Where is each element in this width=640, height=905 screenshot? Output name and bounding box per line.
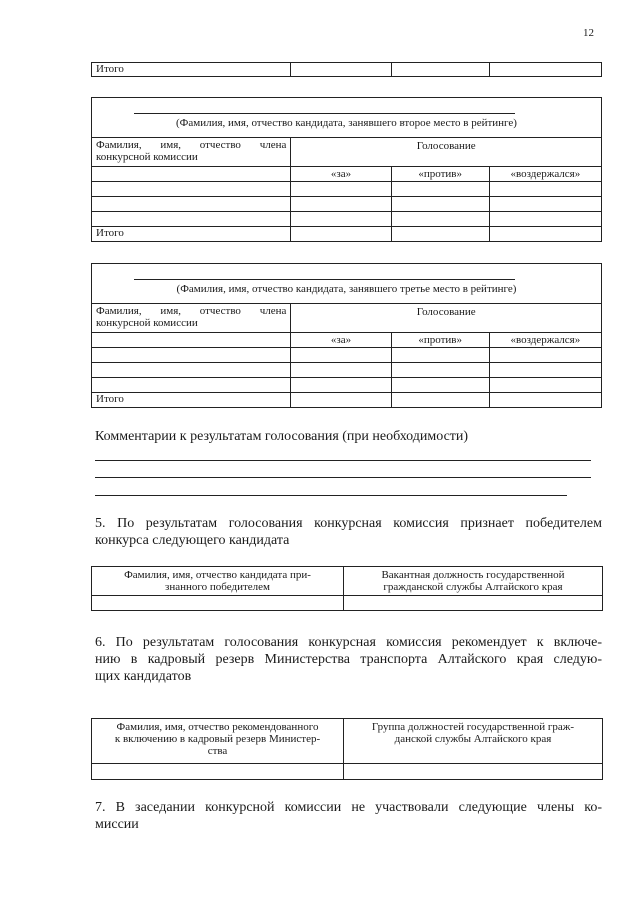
member-cell: [92, 378, 291, 393]
col-for: «за»: [291, 333, 391, 348]
vacant-position-header: Вакантная должность государственной гражданской службы Алтайского края: [344, 567, 603, 596]
reserve-name-cell: [92, 764, 344, 780]
previous-table-total-row: [91, 62, 602, 77]
comments-label: Комментарии к результатам голосования (при необходимости): [95, 429, 469, 444]
total-abstain-cell: [489, 63, 601, 77]
page-number: 12: [583, 27, 594, 39]
member-cell: [92, 197, 291, 212]
member-cell: [92, 182, 291, 197]
col-against: «против»: [391, 333, 489, 348]
position-group-cell: [344, 764, 603, 780]
candidate-3-vote-table: [91, 303, 602, 408]
position-group-header: Группа должностей государственной граж- данской службы Алтайского края: [344, 719, 603, 764]
reserve-name-header: Фамилия, имя, отчество рекомендованного к включению в кадровый резерв Министер- ства: [92, 719, 344, 764]
comments-line-1: [95, 460, 591, 461]
winner-name-header: Фамилия, имя, отчество кандидата при- знанного победителем: [92, 567, 344, 596]
section-5-text: 5. По результатам голосования конкурсная комиссия признает победителем конкурса следующего кандидата: [95, 516, 602, 548]
col-abstain: «воздержался»: [489, 167, 601, 182]
total-for-cell: [291, 63, 391, 77]
comments-line-3: [95, 495, 567, 496]
member-cell: [92, 363, 291, 378]
member-cell: [92, 212, 291, 227]
candidate-3-caption: (Фамилия, имя, отчество кандидата, занявшего третье место в рейтинге): [176, 283, 517, 295]
candidate-2-vote-table: [91, 137, 602, 242]
winner-table: [91, 566, 603, 611]
section-7-text: 7. В заседании конкурсной комиссии не участвовали следующие члены ко- миссии: [95, 800, 602, 832]
member-cell: [92, 333, 291, 348]
col-against: «против»: [391, 167, 489, 182]
winner-name-cell: [92, 596, 344, 611]
comments-line-2: [95, 477, 591, 478]
total-label: Итого: [92, 393, 291, 408]
candidate-2-caption: (Фамилия, имя, отчество кандидата, занявшего второе место в рейтинге): [176, 117, 517, 129]
member-cell: [92, 167, 291, 182]
candidate-2-header: [91, 97, 602, 137]
vacant-position-cell: [344, 596, 603, 611]
candidate-3-name-line: [134, 279, 515, 280]
voting-header: Голосование: [291, 138, 602, 167]
candidate-2-name-line: [134, 113, 515, 114]
total-against-cell: [391, 63, 489, 77]
col-abstain: «воздержался»: [489, 333, 601, 348]
total-label: Итого: [92, 63, 291, 77]
voting-header: Голосование: [291, 304, 602, 333]
reserve-table: [91, 718, 603, 780]
candidate-3-header: [91, 263, 602, 303]
member-name-header: Фамилия, имя, отчество члена конкурсной комиссии: [92, 304, 291, 333]
member-cell: [92, 348, 291, 363]
col-for: «за»: [291, 167, 391, 182]
section-6-text: 6. По результатам голосования конкурсная комиссия рекомендует к включе- нию в кадровый резерв Министерства транспорта Алтайского края следую- щих кандидатов: [95, 635, 602, 684]
member-name-header: Фамилия, имя, отчество члена конкурсной комиссии: [92, 138, 291, 167]
total-label: Итого: [92, 227, 291, 242]
